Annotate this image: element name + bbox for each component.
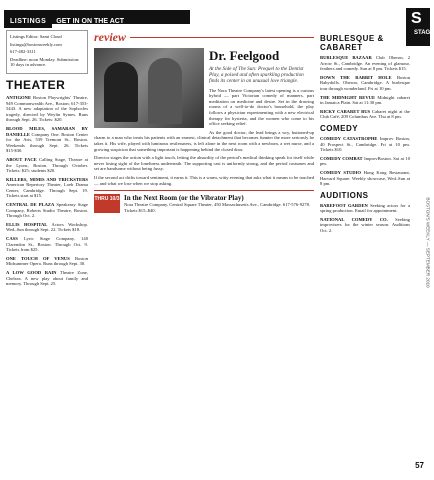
listing-entry: [6, 270, 88, 287]
banner-label: LISTINGS: [4, 15, 52, 28]
listing-entry: [320, 203, 410, 214]
listing-entry-title: ABOUT FACE: [6, 156, 37, 162]
listing-entry-title: BLOOD MILES, SAMARAN BY DANIELLE: [6, 125, 88, 137]
listings-infobox: [6, 30, 88, 74]
comedy-entries: [320, 136, 410, 187]
listing-entry-body: Cabaret night at the Club Café, 209 Columbus Ave. Thu at 8 pm.: [320, 108, 410, 120]
listing-entry: [320, 75, 410, 92]
listing-entry-title: COMEDY STUDIO: [320, 169, 361, 175]
listing-entry-title: KILLERS, MIMIS AND TRICKSTERS: [6, 176, 88, 182]
listing-entry-body: Lyric Stage Company, 140 Clarendon St., Boston. Through Oct. 9. Tickets from $25.: [6, 236, 88, 253]
review-label: review: [94, 30, 126, 44]
review-event-details: Nora Theatre Company, Central Square Theater, 450 Massachusetts Ave., Cambridge. 617-576-9278. Tickets $15–$40.: [124, 202, 311, 213]
listings-banner: [4, 10, 190, 24]
listing-entry-body: Boston Babydolls. Oberon, Cambridge. A burlesque tour through wonderland. Fri at 10 pm.: [320, 74, 410, 91]
listing-entry: [320, 217, 410, 234]
listing-entry-title: CENTRAL DE PLAZA: [6, 202, 55, 208]
review-dateline: [94, 190, 314, 213]
photo-figure-right: [148, 58, 182, 124]
listing-entry-body: Company One. Boston Center for the Arts, 539 Tremont St., Boston. Weekends through Sept. 26. Tickets $15-$30.: [6, 131, 88, 154]
auditions-heading: AUDITIONS: [320, 190, 369, 200]
listing-entry-title: ANTIGONE: [6, 94, 32, 100]
review-rule: [130, 37, 314, 38]
review-header: [94, 30, 314, 45]
listing-entry-body: Boston Midsummer Opera. Runs through Sept. 30.: [6, 255, 88, 267]
review-event-info: [120, 194, 314, 213]
stage-tab-word: STAGE: [414, 30, 434, 36]
listing-entry: [6, 202, 88, 219]
listing-entry-body: Seeking improvisers for the winter season. Auditions Oct. 2.: [320, 216, 410, 234]
listing-entry-body: Actors Workshop. Wed–Sun through Sept. 22. Tickets $18.: [6, 221, 88, 233]
stage-tab-letter: S: [411, 10, 422, 27]
listing-entry-title: BURLESQUE BAZAAR: [320, 55, 372, 60]
listing-entry: [320, 156, 410, 167]
listing-entry: [320, 55, 410, 72]
listing-entry-body: American Repertory Theater, Loeb Drama Center, Cambridge. Through Sept. 19. Tickets start at $15.: [6, 182, 88, 199]
listing-entry-title: A LOW GOOD RAIN: [6, 270, 57, 275]
listing-entry-title: RICKY CABARET BUS: [320, 108, 371, 114]
listing-entry-title: COMEDY CATASTROPHE: [320, 135, 378, 141]
vertical-page-footer: [418, 100, 431, 400]
comedy-heading: COMEDY: [320, 123, 359, 133]
listing-entry: [6, 177, 88, 199]
listing-entry: [6, 157, 88, 174]
review-paragraph: The Nora Theatre Company's latest opening is a curious hybrid — part Victorian comedy of manners, part meditation on medicine and desire. Set in the drawing rooms of a well-to-do doctor's household, the play follows a physician experimenting with a new electrical therapy for hysteria, and the women who come to his office seeking relief.: [209, 87, 314, 127]
review-event-title: In the Next Room (or the Vibrator Play): [124, 194, 244, 203]
listing-entry-title: ELLIS HOSPITAL: [6, 221, 48, 227]
listing-entry-body: Boston Playwrights' Theatre, 949 Commonwealth Ave., Boston; 617-353-5443. A new adaptation of the Sophocles tragedy, directed by Weylin Symes. Runs through Sept. 26. Tickets: $20.: [6, 94, 88, 123]
theater-column: [6, 30, 88, 290]
banner-subtitle: GET IN ON THE ACT: [56, 18, 125, 25]
listing-entry: [6, 256, 88, 267]
vertical-footer-text: BOSTON'S WEEKLY — SEPTEMBER 2010: [425, 197, 431, 288]
listing-entry-body: Speakeasy Stage Company, Roberts Studio Theatre, Boston. Through Oct. 2.: [6, 202, 88, 219]
listing-entry: [6, 126, 88, 154]
listing-entry-body: Seeking actors for a spring production. Email for appointment.: [320, 202, 410, 214]
theater-entries: [6, 95, 88, 287]
review-paragraph: Director stages the action with a light touch, letting the absurdity of the period's medical thinking speak for itself while never losing sight of the loneliness underneath. The supporting cast is uniformly strong, and the period costumes and set are handsome without being fussy.: [94, 155, 314, 172]
cabaret-comedy-column: [320, 30, 410, 237]
infobox-line-3: 617-482-3311: [10, 49, 36, 55]
listing-entry-title: NATIONAL COMEDY CO.: [320, 216, 388, 222]
infobox-line-2[interactable]: listings@bostonweekly.com: [10, 41, 62, 47]
listing-entry: [6, 236, 88, 253]
listing-entry: [6, 95, 88, 123]
listing-entry-body: Hong Kong Restaurant, Harvard Square. Weekly showcase, Wed–Sun at 8 pm.: [320, 169, 410, 187]
review-column: [94, 30, 314, 213]
review-deck: At the Side of The Sun: Prequel to the Dentist Play, a poised and often sparkling production finds its center in an unusual love triangle.: [209, 66, 304, 85]
listing-entry-title: COMEDY COMBAT: [320, 155, 363, 161]
listing-entry-body: ImprovBoston. Sat at 10 pm.: [320, 155, 411, 167]
auditions-entries: [320, 203, 410, 234]
listing-entry-title: ONE TOUCH OF VENUS: [6, 255, 70, 261]
review-paragraph: As the good doctor, the lead brings a wry, buttoned-up charm to a man who treats his patients with an earnest, clinical detachment that becomes funnier the more seriously he takes it. His wife, played with luminous restlessness, is left alone in the next room with a newborn, a wet nurse, and a growing suspicion that something important is happening behind the closed door.: [94, 129, 314, 152]
review-paragraph: If the second act drifts toward sentiment, it earns it. This is a warm, witty evening that asks what it means to be touched — and what we lose when we stop asking.: [94, 174, 314, 186]
listing-entry: [320, 136, 410, 153]
theater-heading: THEATER: [6, 77, 66, 92]
listing-entry-title: DOWN THE RABBIT HOLE: [320, 74, 392, 80]
page-number: 57: [415, 461, 424, 470]
listing-entry-title: THE MIDNIGHT REVUE: [320, 94, 376, 100]
infobox-line-4: Deadline: noon Monday. Submission: 10 days in advance.: [10, 56, 80, 68]
review-photo: [94, 48, 204, 128]
listing-entry: [6, 222, 88, 233]
listing-entry-body: Calling Stage, Theatre at the Lyons, Boston. Through October. Tickets: $25; students $20.: [6, 156, 88, 174]
listing-entry-body: Improv Boston, 40 Prospect St., Cambridge. Fri at 10 pm. Tickets $10.: [320, 135, 410, 153]
burlesque-heading: BURLESQUE & CABARET: [320, 34, 384, 52]
listing-entry: [320, 170, 410, 187]
photo-figure-left: [104, 62, 138, 122]
listing-entry-body: Theatre Zone, Chelsea. A new play about family and memory. Through Sept. 25.: [6, 270, 88, 287]
review-title: Dr. Feelgood: [209, 48, 280, 63]
listing-entry-title: CASS: [6, 236, 18, 242]
listing-entry: [320, 109, 410, 120]
listing-entry-title: BAREFOOT GARDEN: [320, 202, 368, 208]
listing-entry-body: Midnight cabaret in Jamaica Plain. Sat at 11:30 pm.: [320, 94, 410, 106]
listing-entry: [320, 95, 410, 106]
listing-entry-body: Club Oberon, 2 Arrow St., Cambridge. An evening of glamour, feathers and comedy. Sun at 8 pm. Tickets $15.: [320, 55, 410, 72]
review-date-badge: THRU 10/3: [94, 194, 120, 213]
infobox-line-1: Listings Editor: Sami Cloud: [10, 34, 62, 39]
burlesque-entries: [320, 55, 410, 120]
